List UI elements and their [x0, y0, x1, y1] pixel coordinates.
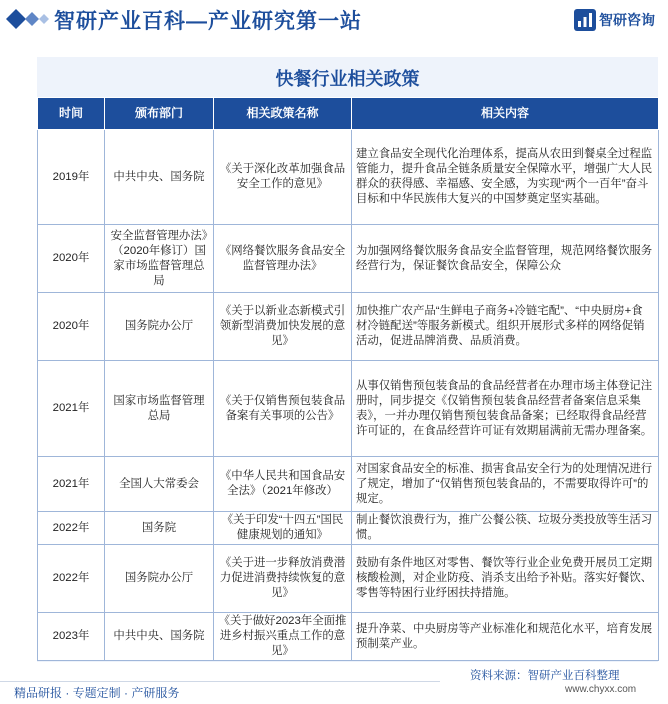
cell-content: 加快推广农产品“生鲜电子商务+冷链宅配”、“中央厨房+食材冷链配送”等服务新模式。组织开展形式多样的网络促销活动，促进品牌消费、品质消费。 — [352, 293, 659, 361]
cell-year: 2020年 — [38, 293, 105, 361]
footer-divider — [0, 681, 440, 682]
page-title: 智研产业百科—产业研究第一站 — [54, 10, 362, 33]
cell-content: 提升净菜、中央厨房等产业标准化和规范化水平，培育发展预制菜产业。 — [352, 613, 659, 661]
table-row — [38, 293, 659, 361]
cell-content: 对国家食品安全的标准、损害食品安全行为的处理情况进行了规定，增加了“仅销售预包装食品的，不需要取得许可”的规定。 — [352, 457, 659, 512]
cell-dept: 安全监督管理办法》（2020年修订）国家市场监督管理总局 — [105, 225, 214, 293]
cell-policy-name: 《中华人民共和国食品安全法》（2021年修改） — [214, 457, 352, 512]
source-note: 资料来源：智研产业百科整理 — [470, 670, 620, 682]
source-url: www.chyxx.com — [565, 684, 637, 695]
cell-dept: 中共中央、国务院 — [105, 613, 214, 661]
column-header-year: 时间 — [38, 98, 105, 130]
column-header-dept: 颁布部门 — [105, 98, 214, 130]
cell-dept: 国家市场监督管理总局 — [105, 361, 214, 457]
cell-policy-name: 《网络餐饮服务食品安全监督管理办法》 — [214, 225, 352, 293]
cell-dept: 全国人大常委会 — [105, 457, 214, 512]
footer-tags: 精品研报 · 专题定制 · 产研服务 — [14, 686, 180, 700]
cell-year: 2022年 — [38, 512, 105, 545]
brand-name: 智研咨询 — [599, 12, 655, 28]
cell-content: 鼓励有条件地区对零售、餐饮等行业企业免费开展员工定期核酸检测，对企业防疫、消杀支出给予补贴。落实好餐饮、零售等特困行业纾困扶持措施。 — [352, 545, 659, 613]
cell-year: 2019年 — [38, 130, 105, 225]
policy-table — [37, 97, 659, 661]
brand-logo-icon — [574, 9, 596, 31]
table-row — [38, 457, 659, 512]
diamond-icon — [6, 9, 50, 29]
cell-dept: 国务院 — [105, 512, 214, 545]
cell-dept: 国务院办公厅 — [105, 293, 214, 361]
table-title: 快餐行业相关政策 — [275, 69, 420, 89]
cell-year: 2023年 — [38, 613, 105, 661]
table-row — [38, 225, 659, 293]
cell-policy-name: 《关于以新业态新模式引领新型消费加快发展的意见》 — [214, 293, 352, 361]
table-row — [38, 512, 659, 545]
cell-content: 制止餐饮浪费行为，推广公餐公筷、垃圾分类投放等生活习惯。 — [352, 512, 659, 545]
cell-year: 2020年 — [38, 225, 105, 293]
cell-content: 建立食品安全现代化治理体系，提高从农田到餐桌全过程监管能力，提升食品全链条质量安全保障水平，增强广大人民群众的获得感、幸福感、安全感，为实现“两个一百年”奋斗目标和中华民族伟大复兴的中国梦奠定坚实基础。 — [352, 130, 659, 225]
cell-policy-name: 《关于仅销售预包装食品备案有关事项的公告》 — [214, 361, 352, 457]
cell-content: 从事仅销售预包装食品的食品经营者在办理市场主体登记注册时，同步提交《仅销售预包装食品经营者备案信息采集表》，一并办理仅销售预包装食品备案；已经取得食品经营许可证的，在食品经营许可证有效期届满前无需办理备案。 — [352, 361, 659, 457]
cell-policy-name: 《关于印发“十四五”国民健康规划的通知》 — [214, 512, 352, 545]
cell-content: 为加强网络餐饮服务食品安全监督管理，规范网络餐饮服务经营行为，保证餐饮食品安全，保障公众 — [352, 225, 659, 293]
page-header — [0, 0, 668, 38]
cell-dept: 国务院办公厅 — [105, 545, 214, 613]
cell-dept: 中共中央、国务院 — [105, 130, 214, 225]
cell-year: 2021年 — [38, 457, 105, 512]
cell-year: 2021年 — [38, 361, 105, 457]
cell-year: 2022年 — [38, 545, 105, 613]
cell-policy-name: 《关于做好2023年全面推进乡村振兴重点工作的意见》 — [214, 613, 352, 661]
column-header-content: 相关内容 — [352, 98, 659, 130]
cell-policy-name: 《关于深化改革加强食品安全工作的意见》 — [214, 130, 352, 225]
table-row — [38, 361, 659, 457]
cell-policy-name: 《关于进一步释放消费潜力促进消费持续恢复的意见》 — [214, 545, 352, 613]
table-row — [38, 545, 659, 613]
table-header-row — [38, 98, 659, 130]
table-row — [38, 130, 659, 225]
column-header-policy-name: 相关政策名称 — [214, 98, 352, 130]
table-row — [38, 613, 659, 661]
